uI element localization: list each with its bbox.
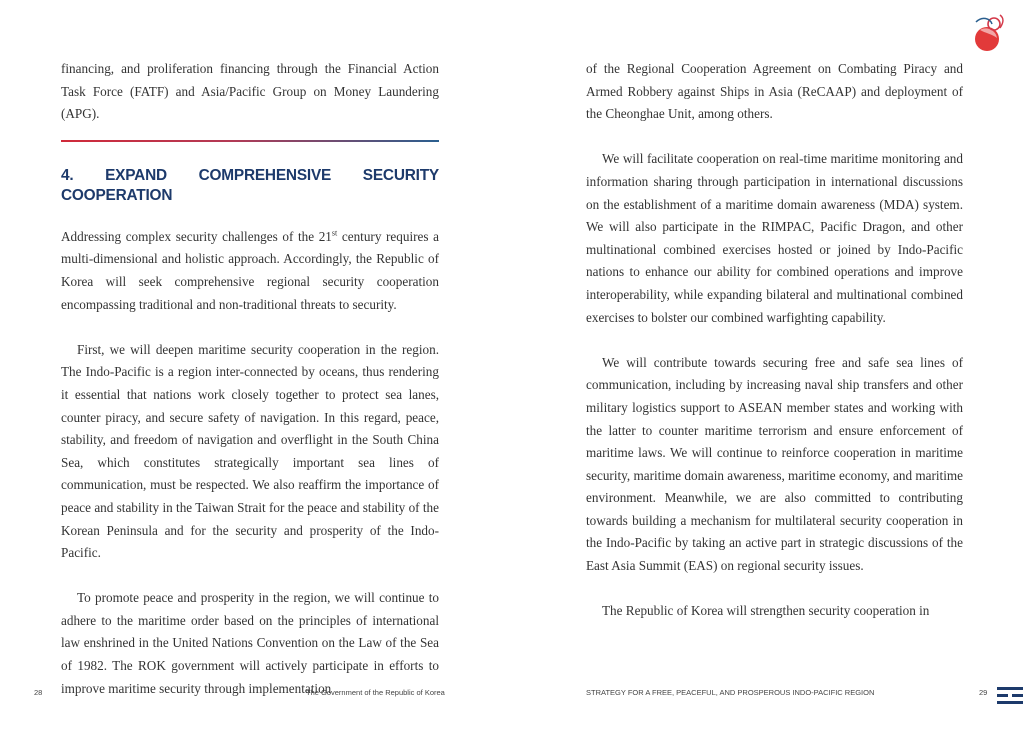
left-paragraph-continued: financing, and proliferation financing through the Financial Action Task Force (FATF) and Asia/Pacific Group on Money Laundering (APG). — [61, 61, 439, 122]
section-heading: 4. EXPAND COMPREHENSIVE SECURITY COOPERATION — [61, 166, 439, 204]
right-running-title: STRATEGY FOR A FREE, PEACEFUL, AND PROSPEROUS INDO-PACIFIC REGION — [586, 688, 875, 697]
section-divider — [61, 140, 439, 142]
left-paragraph-unclos: To promote peace and prosperity in the region, we will continue to adhere to the maritime order based on the principles of international law enshrined in the United Nations Convention on the Law of the Sea of 1982. The ROK government will actively participate in efforts to improve maritime security through implementation — [61, 590, 439, 696]
menu-icon[interactable] — [997, 687, 1023, 705]
emblem-logo — [970, 10, 1010, 54]
left-running-title: The Government of the Republic of Korea — [306, 688, 445, 697]
right-paragraph-sea-lines: We will contribute towards securing free and safe sea lines of communication, including by increasing naval ship transfers and other military logistics support to ASEAN member states and working with the latter to counter maritime terrorism and ensure enforcement of maritime laws. We will continue to reinforce cooperation in maritime security, maritime domain awareness, maritime economy, and maritime environment. Meanwhile, we are also committed to contributing towards building a mechanism for multilateral security cooperation in the Indo-Pacific by taking an active part in strategic discussions of the East Asia Summit (EAS) on regional security issues. — [586, 354, 963, 574]
right-paragraph-continued: of the Regional Cooperation Agreement on Combating Piracy and Armed Robbery against Ships in Asia (ReCAAP) and deployment of the Cheonghae Unit, among others. — [586, 61, 963, 122]
right-paragraph-strengthen: The Republic of Korea will strengthen security cooperation in — [602, 603, 930, 619]
right-page-column — [586, 58, 963, 623]
left-page-column — [61, 58, 439, 700]
right-paragraph-monitoring: We will facilitate cooperation on real-time maritime monitoring and information sharing through participation in international discussions on the establishment of a maritime domain awareness (MDA) system. We will also participate in the RIMPAC, Pacific Dragon, and other multinational combined exercises hosted or joined by Indo-Pacific nations to enhance our ability for combined operations and improve interoperability, while expanding bilateral and multinational combined exercises to bolster our combined warfighting capability. — [586, 151, 963, 325]
left-paragraph-maritime: First, we will deepen maritime security cooperation in the region. The Indo-Pacific is a region inter-connected by oceans, thus rendering it essential that nations work closely together to protect sea lanes, counter piracy, and secure safety of navigation. In this regard, peace, stability, and freedom of navigation and overflight in the South China Sea, which constitutes strategically important sea lines of communication, must be respected. We also reaffirm the importance of peace and stability in the Taiwan Strait for the peace and stability of the Korean Peninsula and for the security and prosperity of the Indo-Pacific. — [61, 341, 439, 561]
right-page-number: 29 — [979, 688, 988, 697]
left-paragraph-intro: Addressing complex security challenges of the 21st century requires a multi-dimensional and holistic approach. Accordingly, the Republic of Korea will seek comprehensive regional security cooperation encompassing traditional and non-traditional threats to security. — [61, 228, 439, 312]
left-page-number: 28 — [34, 688, 43, 697]
